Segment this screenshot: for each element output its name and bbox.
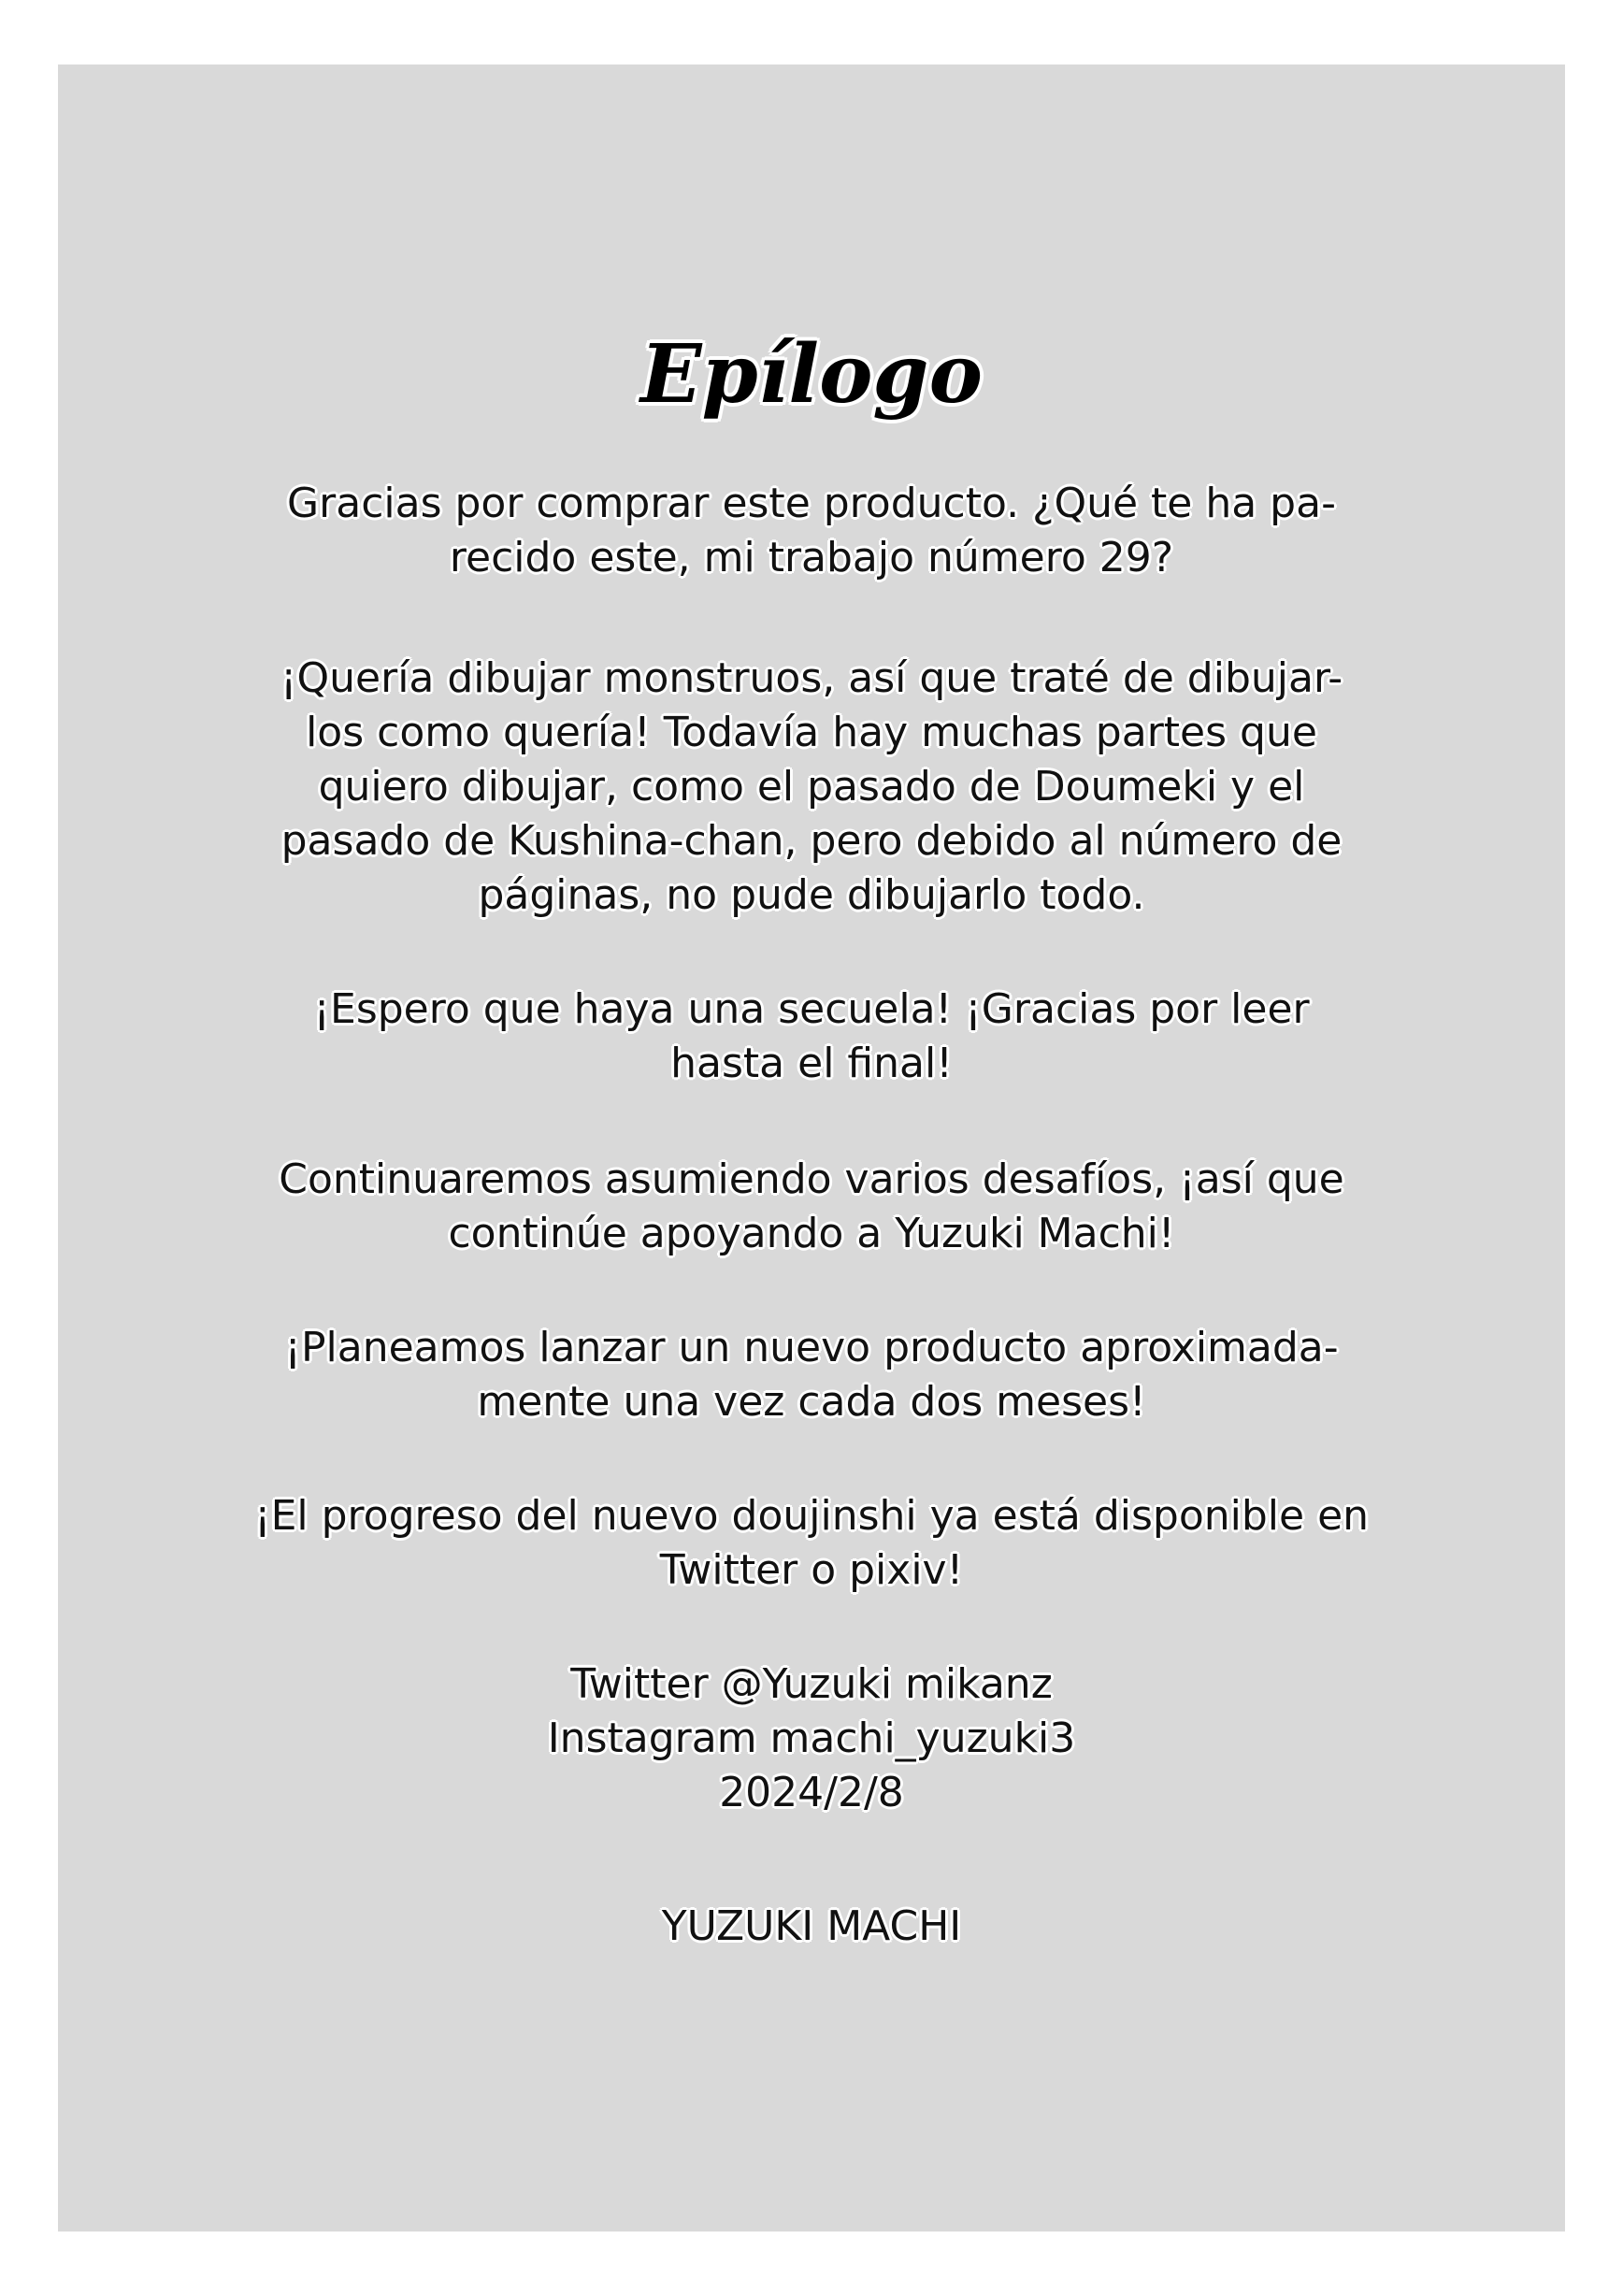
text-line: ¡Quería dibujar monstruos, así que traté de dibujar- (280, 654, 1343, 702)
text-line: pasado de Kushina-chan, pero debido al número de (280, 817, 1343, 865)
paragraph-thanks (161, 477, 1462, 585)
text-line: páginas, no pude dibujarlo todo. (478, 871, 1145, 919)
page-panel (58, 65, 1565, 2231)
text-line: Twitter o pixiv! (659, 1546, 964, 1594)
twitter-handle: Twitter @Yuzuki mikanz (570, 1660, 1053, 1708)
text-line: Continuaremos asumiendo varios desafíos, ¡así que (279, 1155, 1344, 1203)
paragraph-progress (161, 1489, 1462, 1598)
date: 2024/2/8 (719, 1769, 904, 1816)
instagram-handle: Instagram machi_yuzuki3 (547, 1715, 1076, 1762)
paragraph-challenges (161, 1153, 1462, 1261)
text-line: ¡Espero que haya una secuela! ¡Gracias por leer (313, 985, 1310, 1033)
paragraph-schedule (161, 1321, 1462, 1429)
author-name: YUZUKI MACHI (661, 1902, 962, 1950)
text-line: recido este, mi trabajo número 29? (449, 534, 1174, 581)
text-line: hasta el final! (670, 1040, 953, 1087)
text-line: quiero dibujar, como el pasado de Doumeki y el (318, 763, 1305, 811)
paragraph-sequel (161, 983, 1462, 1091)
page-title: Epílogo (640, 327, 983, 422)
text-line: Gracias por comprar este producto. ¿Qué te ha pa- (287, 480, 1336, 527)
paragraph-monsters (161, 652, 1462, 923)
text-line: continúe apoyando a Yuzuki Machi! (448, 1210, 1175, 1257)
author-signature (161, 1900, 1462, 1954)
text-line: los como quería! Todavía hay muchas partes que (306, 709, 1317, 756)
text-line: ¡Planeamos lanzar un nuevo producto aproximada- (284, 1324, 1339, 1371)
text-line: ¡El progreso del nuevo doujinshi ya está disponible en (253, 1492, 1370, 1540)
epilogue-content (58, 65, 1565, 2231)
paragraph-contacts (161, 1657, 1462, 1820)
text-line: mente una vez cada dos meses! (477, 1378, 1146, 1426)
